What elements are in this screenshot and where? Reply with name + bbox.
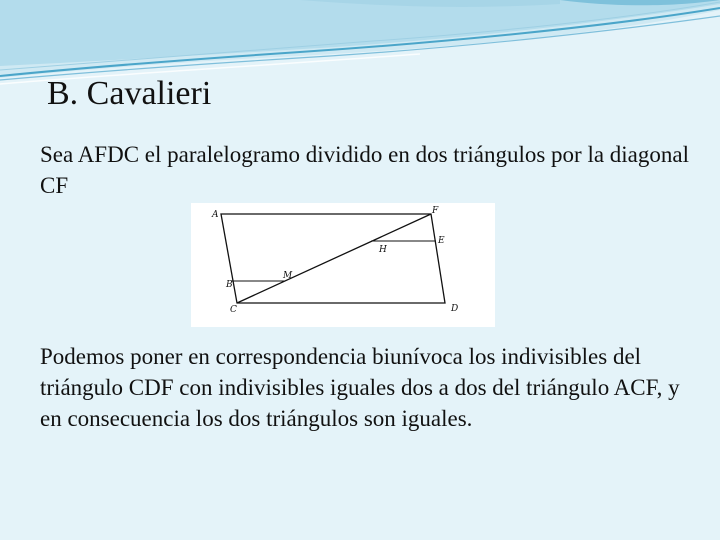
label-d: D [451, 304, 459, 314]
parallelogram-diagram [191, 203, 495, 327]
label-h: H [379, 245, 387, 255]
label-b: B [226, 280, 233, 290]
label-f: F [432, 206, 439, 216]
slide-title: B. Cavalieri [47, 75, 212, 112]
diagonal-cf [237, 214, 431, 303]
parallelogram-figure [191, 203, 495, 327]
label-m: M [283, 271, 293, 281]
explanation-paragraph: Podemos poner en correspondencia biunívoca los indivisibles del triángulo CDF con indivisibles iguales dos a dos del triángulo ACF, y en consecuencia los dos triángulos son iguales. [40, 344, 680, 431]
label-c: C [230, 305, 237, 315]
intro-paragraph: Sea AFDC el paralelogramo dividido en dos triángulos por la diagonal CF [40, 142, 689, 198]
label-a: A [212, 210, 219, 220]
label-e: E [438, 236, 445, 246]
